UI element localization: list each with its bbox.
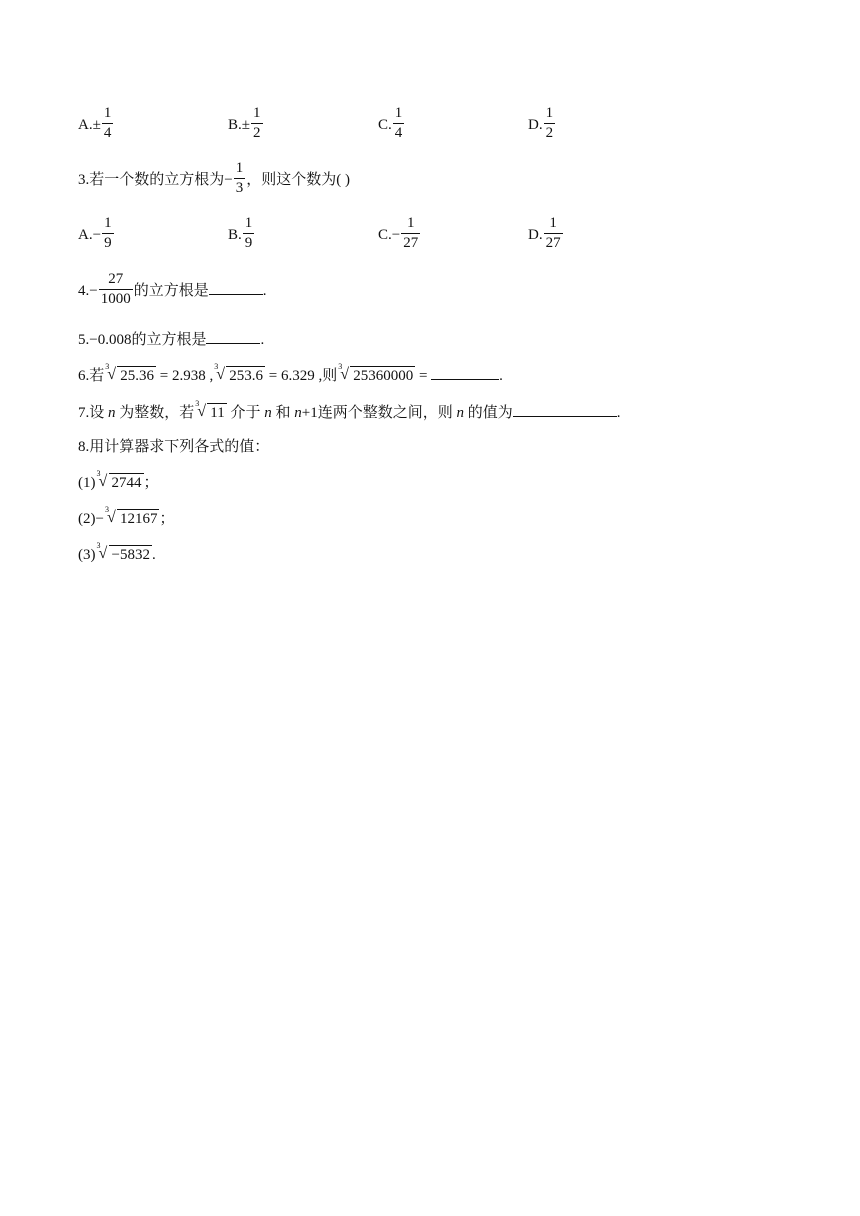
numerator: 1 [544, 214, 563, 234]
option-label: C. [378, 116, 392, 133]
math-value: +1 [301, 405, 318, 421]
option-prefix: − [92, 226, 102, 243]
denominator: 9 [104, 235, 112, 251]
item-end: ； [143, 475, 159, 491]
denominator: 4 [394, 125, 403, 141]
option-prefix: − [391, 226, 401, 243]
option-label: D. [528, 116, 543, 133]
numerator: 1 [393, 104, 405, 124]
question-text: 连两个整数之间，则 [317, 405, 457, 421]
variable-n: n [264, 405, 272, 421]
numerator: 1 [243, 214, 255, 234]
option-label: A. [78, 226, 93, 243]
question-5 [78, 328, 264, 350]
cube-root [96, 541, 152, 565]
radicand: −5832 [109, 545, 152, 564]
minus-sign: − [224, 171, 233, 188]
item-label: (1) [78, 475, 96, 491]
denominator: 9 [244, 235, 253, 251]
fraction [102, 104, 114, 143]
question-text: 3.若一个数的立方根为 [78, 171, 225, 188]
answer-blank[interactable] [513, 401, 617, 417]
radicand: 2744 [109, 473, 144, 492]
math-value: = [415, 368, 432, 384]
question-3 [78, 161, 350, 200]
answer-blank[interactable] [431, 364, 499, 380]
radicand: 253.6 [226, 366, 265, 385]
question-8-item-3 [78, 541, 156, 565]
question-4 [78, 272, 266, 311]
q2-option-c [378, 106, 405, 145]
answer-blank[interactable] [209, 279, 263, 295]
question-text: 7.设 [78, 405, 109, 421]
radical-sign: √ [197, 403, 207, 420]
radical-sign: √ [98, 473, 108, 490]
q2-option-d [528, 106, 556, 145]
radicand: 25360000 [350, 366, 415, 385]
option-label: A. [78, 116, 93, 133]
period: . [260, 332, 265, 348]
item-end: ； [159, 511, 175, 527]
variable-n: n [294, 405, 302, 421]
period: . [499, 368, 503, 384]
denominator: 2 [253, 125, 261, 141]
question-6 [78, 364, 503, 386]
cube-root [195, 399, 226, 423]
denominator: 27 [403, 235, 419, 251]
radical-sign: √ [98, 545, 108, 562]
root-index: 3 [96, 469, 101, 478]
radicand: 11 [207, 403, 226, 422]
numerator: 1 [234, 159, 246, 179]
denominator: 2 [545, 125, 554, 141]
q2-option-b [228, 106, 264, 145]
question-text-tail: ，则这个数为( ) [246, 171, 350, 188]
radicand: 12167 [117, 509, 160, 528]
numerator: 1 [401, 214, 420, 234]
question-text: 6.若 [78, 368, 105, 384]
question-7 [78, 401, 621, 423]
question-text: 为整数，若 [115, 405, 195, 421]
option-prefix: ± [241, 116, 250, 133]
question-number: 5. [78, 332, 90, 348]
numerator: 1 [102, 214, 114, 234]
question-8-item-1 [78, 469, 159, 493]
root-index: 3 [96, 541, 101, 550]
answer-blank[interactable] [206, 328, 260, 344]
fraction [102, 214, 114, 253]
variable-n: n [456, 405, 464, 421]
numerator: 27 [99, 270, 133, 290]
math-value: −0.008 [89, 332, 132, 348]
cube-root [338, 362, 415, 386]
option-label: B. [228, 116, 242, 133]
radical-sign: √ [107, 366, 117, 383]
option-label: D. [528, 226, 543, 243]
question-text: 和 [271, 405, 295, 421]
denominator: 27 [545, 235, 561, 251]
denominator: 3 [235, 180, 244, 196]
question-text: 的立方根是 [131, 332, 207, 348]
numerator: 1 [102, 104, 114, 124]
cube-root [104, 505, 160, 529]
item-end: . [151, 547, 156, 563]
sign: − [95, 511, 104, 527]
question-8-title: 8.用计算器求下列各式的值： [78, 439, 270, 455]
q3-option-c [378, 216, 421, 255]
q2-option-a [78, 106, 114, 145]
question-number: 4. [78, 282, 90, 299]
radical-sign: √ [216, 366, 226, 383]
period: . [616, 405, 621, 421]
fraction [544, 104, 556, 143]
fraction [251, 104, 263, 143]
numerator: 1 [544, 104, 556, 124]
option-label: B. [228, 226, 242, 243]
math-value: = 6.329 ,则 [264, 368, 338, 384]
fraction [99, 270, 133, 309]
radicand: 25.36 [117, 366, 156, 385]
fraction [393, 104, 405, 143]
root-index: 3 [214, 362, 219, 371]
denominator: 4 [103, 125, 112, 141]
q3-option-b [228, 216, 255, 255]
numerator: 1 [251, 104, 263, 124]
question-text: 的值为 [464, 405, 513, 421]
item-label: (3) [78, 547, 96, 563]
radical-sign: √ [340, 366, 349, 383]
fraction [243, 214, 255, 253]
option-prefix: ± [92, 116, 101, 133]
fraction [401, 214, 420, 253]
question-8-item-2 [78, 505, 175, 529]
fraction [544, 214, 563, 253]
root-index: 3 [105, 362, 110, 371]
fraction [234, 159, 246, 198]
math-value: = 2.938 , [156, 368, 214, 384]
period: . [262, 282, 267, 299]
root-index: 3 [104, 505, 109, 514]
minus-sign: − [89, 282, 98, 299]
option-label: C. [378, 226, 392, 243]
radical-sign: √ [106, 509, 116, 526]
root-index: 3 [195, 399, 200, 408]
q3-option-a [78, 216, 115, 255]
cube-root [214, 362, 265, 386]
cube-root [105, 362, 156, 386]
item-label: (2) [78, 511, 96, 527]
root-index: 3 [338, 362, 343, 371]
q3-option-d [528, 216, 564, 255]
question-text: 的立方根是 [133, 282, 209, 299]
denominator: 1000 [100, 291, 131, 307]
question-text: 介于 [226, 405, 265, 421]
variable-n: n [108, 405, 116, 421]
cube-root [96, 469, 144, 493]
